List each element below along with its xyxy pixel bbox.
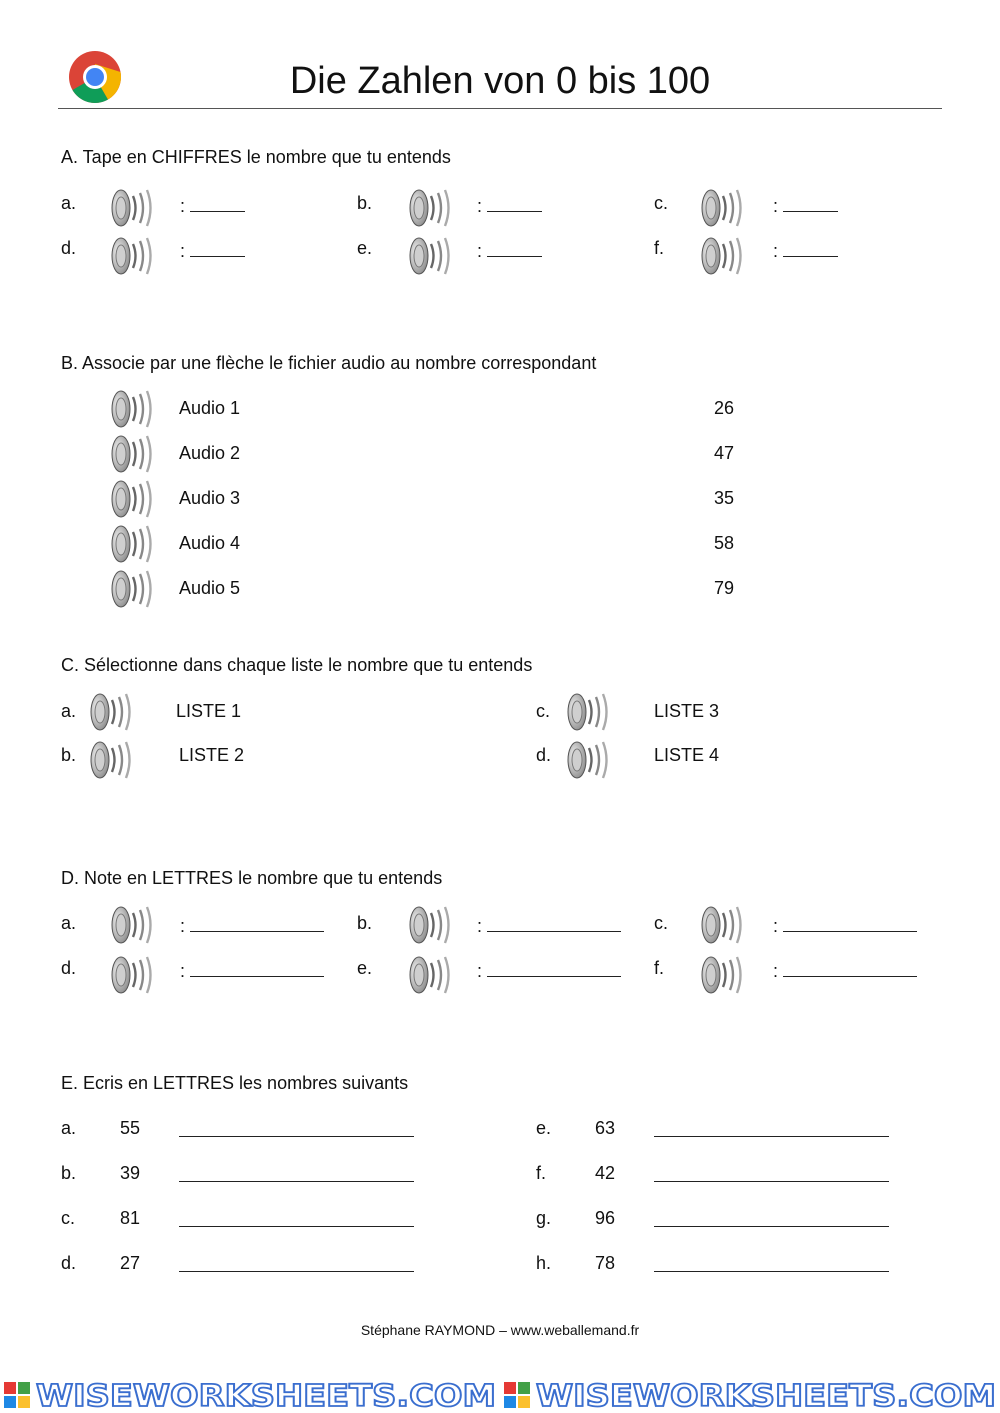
number-value: 78 bbox=[595, 1253, 616, 1273]
item-label: d. bbox=[536, 745, 552, 765]
item-label: f. bbox=[654, 958, 665, 978]
banner-logo-icon bbox=[504, 1382, 530, 1408]
answer-field[interactable]: : bbox=[477, 913, 621, 937]
speaker-icon[interactable] bbox=[563, 690, 615, 734]
number-value: 27 bbox=[120, 1253, 141, 1273]
section-e-heading: E. Ecris en LETTRES les nombres suivants bbox=[61, 1073, 409, 1093]
item-label: b. bbox=[61, 1163, 77, 1183]
answer-line[interactable] bbox=[654, 1163, 889, 1182]
speaker-icon[interactable] bbox=[107, 953, 159, 997]
header-divider bbox=[58, 108, 942, 109]
number-value: 81 bbox=[120, 1208, 141, 1228]
audio-label[interactable]: Audio 5 bbox=[179, 578, 241, 598]
item-label: a. bbox=[61, 1118, 77, 1138]
speaker-icon[interactable] bbox=[107, 477, 159, 521]
speaker-icon[interactable] bbox=[107, 186, 159, 230]
number-value: 42 bbox=[595, 1163, 616, 1183]
audio-label[interactable]: Audio 2 bbox=[179, 443, 241, 463]
item-label: c. bbox=[654, 193, 669, 213]
item-label: f. bbox=[536, 1163, 547, 1183]
speaker-icon[interactable] bbox=[563, 738, 615, 782]
item-label: b. bbox=[61, 745, 77, 765]
answer-field[interactable]: : bbox=[477, 958, 621, 982]
speaker-icon[interactable] bbox=[86, 690, 138, 734]
answer-line[interactable] bbox=[654, 1118, 889, 1137]
speaker-icon[interactable] bbox=[697, 186, 749, 230]
answer-field[interactable]: : bbox=[773, 238, 838, 262]
list-select[interactable]: LISTE 1 bbox=[176, 701, 242, 721]
section-b-heading: B. Associe par une flèche le fichier audio au nombre correspondant bbox=[61, 353, 597, 373]
audio-label[interactable]: Audio 3 bbox=[179, 488, 241, 508]
page-title: Die Zahlen von 0 bis 100 bbox=[289, 60, 711, 102]
section-a-heading: A. Tape en CHIFFRES le nombre que tu entends bbox=[61, 147, 451, 167]
number-target[interactable]: 58 bbox=[714, 533, 735, 553]
answer-line[interactable] bbox=[654, 1253, 889, 1272]
speaker-icon[interactable] bbox=[697, 953, 749, 997]
answer-field[interactable]: : bbox=[477, 238, 542, 262]
speaker-icon[interactable] bbox=[107, 567, 159, 611]
number-target[interactable]: 35 bbox=[714, 488, 735, 508]
speaker-icon[interactable] bbox=[405, 186, 457, 230]
list-select[interactable]: LISTE 3 bbox=[654, 701, 720, 721]
speaker-icon[interactable] bbox=[405, 903, 457, 947]
answer-field[interactable]: : bbox=[773, 958, 917, 982]
speaker-icon[interactable] bbox=[86, 738, 138, 782]
answer-field[interactable]: : bbox=[180, 913, 324, 937]
speaker-icon[interactable] bbox=[107, 432, 159, 476]
item-label: d. bbox=[61, 238, 77, 258]
item-label: a. bbox=[61, 193, 77, 213]
answer-field[interactable]: : bbox=[773, 193, 838, 217]
item-label: e. bbox=[357, 238, 373, 258]
speaker-icon[interactable] bbox=[107, 234, 159, 278]
number-target[interactable]: 26 bbox=[714, 398, 735, 418]
list-select[interactable]: LISTE 2 bbox=[179, 745, 245, 765]
answer-field[interactable]: : bbox=[773, 913, 917, 937]
banner-text: WISEWORKSHEETS.COM bbox=[536, 1379, 996, 1413]
item-label: d. bbox=[61, 958, 77, 978]
item-label: f. bbox=[654, 238, 665, 258]
speaker-icon[interactable] bbox=[107, 522, 159, 566]
answer-field[interactable]: : bbox=[180, 238, 245, 262]
banner-logo-icon bbox=[4, 1382, 30, 1408]
speaker-icon[interactable] bbox=[107, 903, 159, 947]
number-value: 55 bbox=[120, 1118, 141, 1138]
item-label: c. bbox=[536, 701, 551, 721]
section-d-heading: D. Note en LETTRES le nombre que tu entends bbox=[61, 868, 443, 888]
item-label: a. bbox=[61, 701, 77, 721]
speaker-icon[interactable] bbox=[405, 953, 457, 997]
number-target[interactable]: 47 bbox=[714, 443, 735, 463]
section-c-heading: C. Sélectionne dans chaque liste le nombre que tu entends bbox=[61, 655, 533, 675]
banner-text: WISEWORKSHEETS.COM bbox=[36, 1379, 496, 1413]
audio-label[interactable]: Audio 4 bbox=[179, 533, 241, 553]
item-label: c. bbox=[61, 1208, 76, 1228]
answer-line[interactable] bbox=[179, 1163, 414, 1182]
footer-credit: Stéphane RAYMOND – www.weballemand.fr bbox=[360, 1322, 640, 1338]
audio-label[interactable]: Audio 1 bbox=[179, 398, 241, 418]
number-target[interactable]: 79 bbox=[714, 578, 735, 598]
item-label: h. bbox=[536, 1253, 552, 1273]
item-label: b. bbox=[357, 193, 373, 213]
speaker-icon[interactable] bbox=[697, 234, 749, 278]
speaker-icon[interactable] bbox=[697, 903, 749, 947]
item-label: d. bbox=[61, 1253, 77, 1273]
answer-field[interactable]: : bbox=[477, 193, 542, 217]
speaker-icon[interactable] bbox=[107, 387, 159, 431]
item-label: e. bbox=[536, 1118, 552, 1138]
list-select[interactable]: LISTE 4 bbox=[654, 745, 720, 765]
answer-line[interactable] bbox=[179, 1208, 414, 1227]
item-label: c. bbox=[654, 913, 669, 933]
number-value: 39 bbox=[120, 1163, 141, 1183]
answer-line[interactable] bbox=[179, 1118, 414, 1137]
answer-line[interactable] bbox=[654, 1208, 889, 1227]
answer-field[interactable]: : bbox=[180, 193, 245, 217]
item-label: a. bbox=[61, 913, 77, 933]
answer-line[interactable] bbox=[179, 1253, 414, 1272]
answer-field[interactable]: : bbox=[180, 958, 324, 982]
number-value: 96 bbox=[595, 1208, 616, 1228]
speaker-icon[interactable] bbox=[405, 234, 457, 278]
item-label: b. bbox=[357, 913, 373, 933]
item-label: g. bbox=[536, 1208, 552, 1228]
item-label: e. bbox=[357, 958, 373, 978]
wiseworksheets-banner bbox=[0, 1376, 1000, 1413]
number-value: 63 bbox=[595, 1118, 616, 1138]
